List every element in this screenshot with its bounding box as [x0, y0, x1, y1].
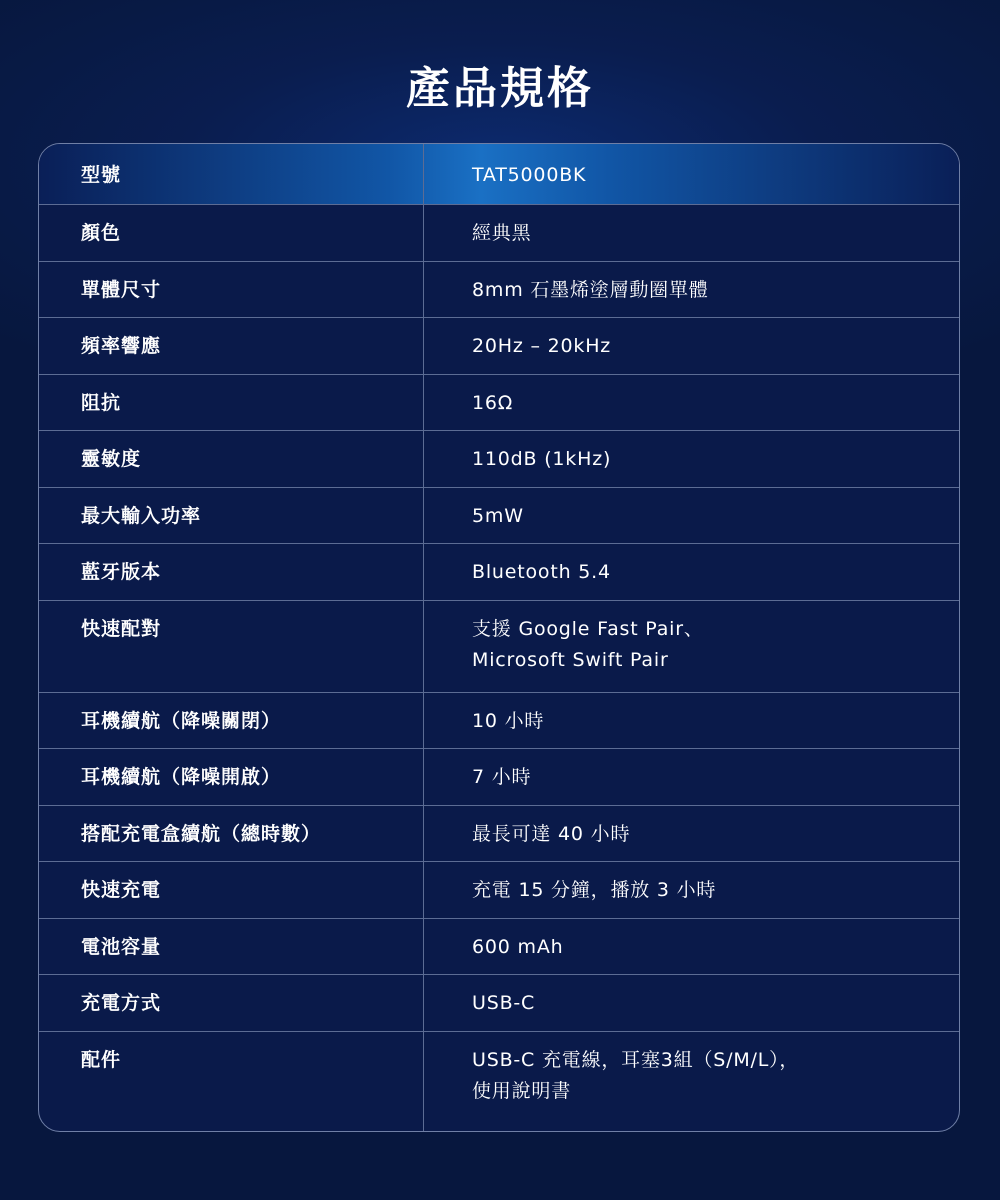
spec-value: 8mm 石墨烯塗層動圈單體 — [472, 278, 709, 301]
spec-table — [38, 143, 960, 1132]
spec-label: 電池容量 — [39, 919, 424, 975]
spec-label: 頻率響應 — [39, 318, 424, 374]
spec-row-battery-capacity — [39, 919, 959, 976]
spec-value: 7 小時 — [472, 766, 532, 788]
spec-row-color — [39, 205, 959, 262]
spec-label: 耳機續航（降噪開啟） — [39, 749, 424, 805]
spec-label: 阻抗 — [39, 375, 424, 431]
spec-value: 16Ω — [472, 391, 514, 414]
spec-label: 最大輸入功率 — [39, 488, 424, 544]
spec-value: TAT5000BK — [472, 164, 587, 186]
spec-value: 600 mAh — [472, 935, 564, 958]
spec-label: 快速充電 — [39, 862, 424, 918]
spec-value: Bluetooth 5.4 — [472, 561, 611, 583]
spec-label: 型號 — [39, 144, 424, 204]
spec-value: 最長可達 40 小時 — [472, 822, 631, 845]
spec-row-battery-anc-off — [39, 693, 959, 750]
spec-row-total-battery — [39, 806, 959, 863]
spec-label: 快速配對 — [39, 601, 424, 692]
spec-value: 經典黑 — [472, 222, 532, 244]
spec-row-driver-size — [39, 262, 959, 319]
spec-label: 藍牙版本 — [39, 544, 424, 600]
spec-row-battery-anc-on — [39, 749, 959, 806]
spec-label: 配件 — [39, 1032, 424, 1133]
spec-value: USB-C — [472, 992, 536, 1014]
spec-row-charging-method — [39, 975, 959, 1032]
spec-row-max-input-power — [39, 488, 959, 545]
spec-label: 充電方式 — [39, 975, 424, 1031]
spec-row-fast-pair — [39, 601, 959, 693]
spec-label: 搭配充電盒續航（總時數） — [39, 806, 424, 862]
spec-value: USB-C 充電線，耳塞3組（S/M/L）， 使用說明書 — [472, 1048, 800, 1102]
spec-label: 靈敏度 — [39, 431, 424, 487]
spec-label: 單體尺寸 — [39, 262, 424, 318]
spec-row-fast-charge — [39, 862, 959, 919]
spec-label: 顏色 — [39, 205, 424, 261]
spec-value: 5mW — [472, 504, 524, 527]
spec-value: 20Hz – 20kHz — [472, 335, 612, 357]
spec-row-sensitivity — [39, 431, 959, 488]
spec-value: 110dB (1kHz) — [472, 448, 612, 470]
spec-row-accessories — [39, 1032, 959, 1133]
spec-row-model — [39, 144, 959, 205]
spec-row-bluetooth-version — [39, 544, 959, 601]
spec-row-impedance — [39, 375, 959, 432]
spec-label: 耳機續航（降噪關閉） — [39, 693, 424, 749]
spec-value: 充電 15 分鐘，播放 3 小時 — [472, 879, 717, 901]
page-title: 產品規格 — [406, 63, 594, 114]
spec-row-frequency-response — [39, 318, 959, 375]
spec-value: 10 小時 — [472, 709, 545, 732]
spec-value: 支援 Google Fast Pair、 Microsoft Swift Pair — [472, 617, 704, 671]
